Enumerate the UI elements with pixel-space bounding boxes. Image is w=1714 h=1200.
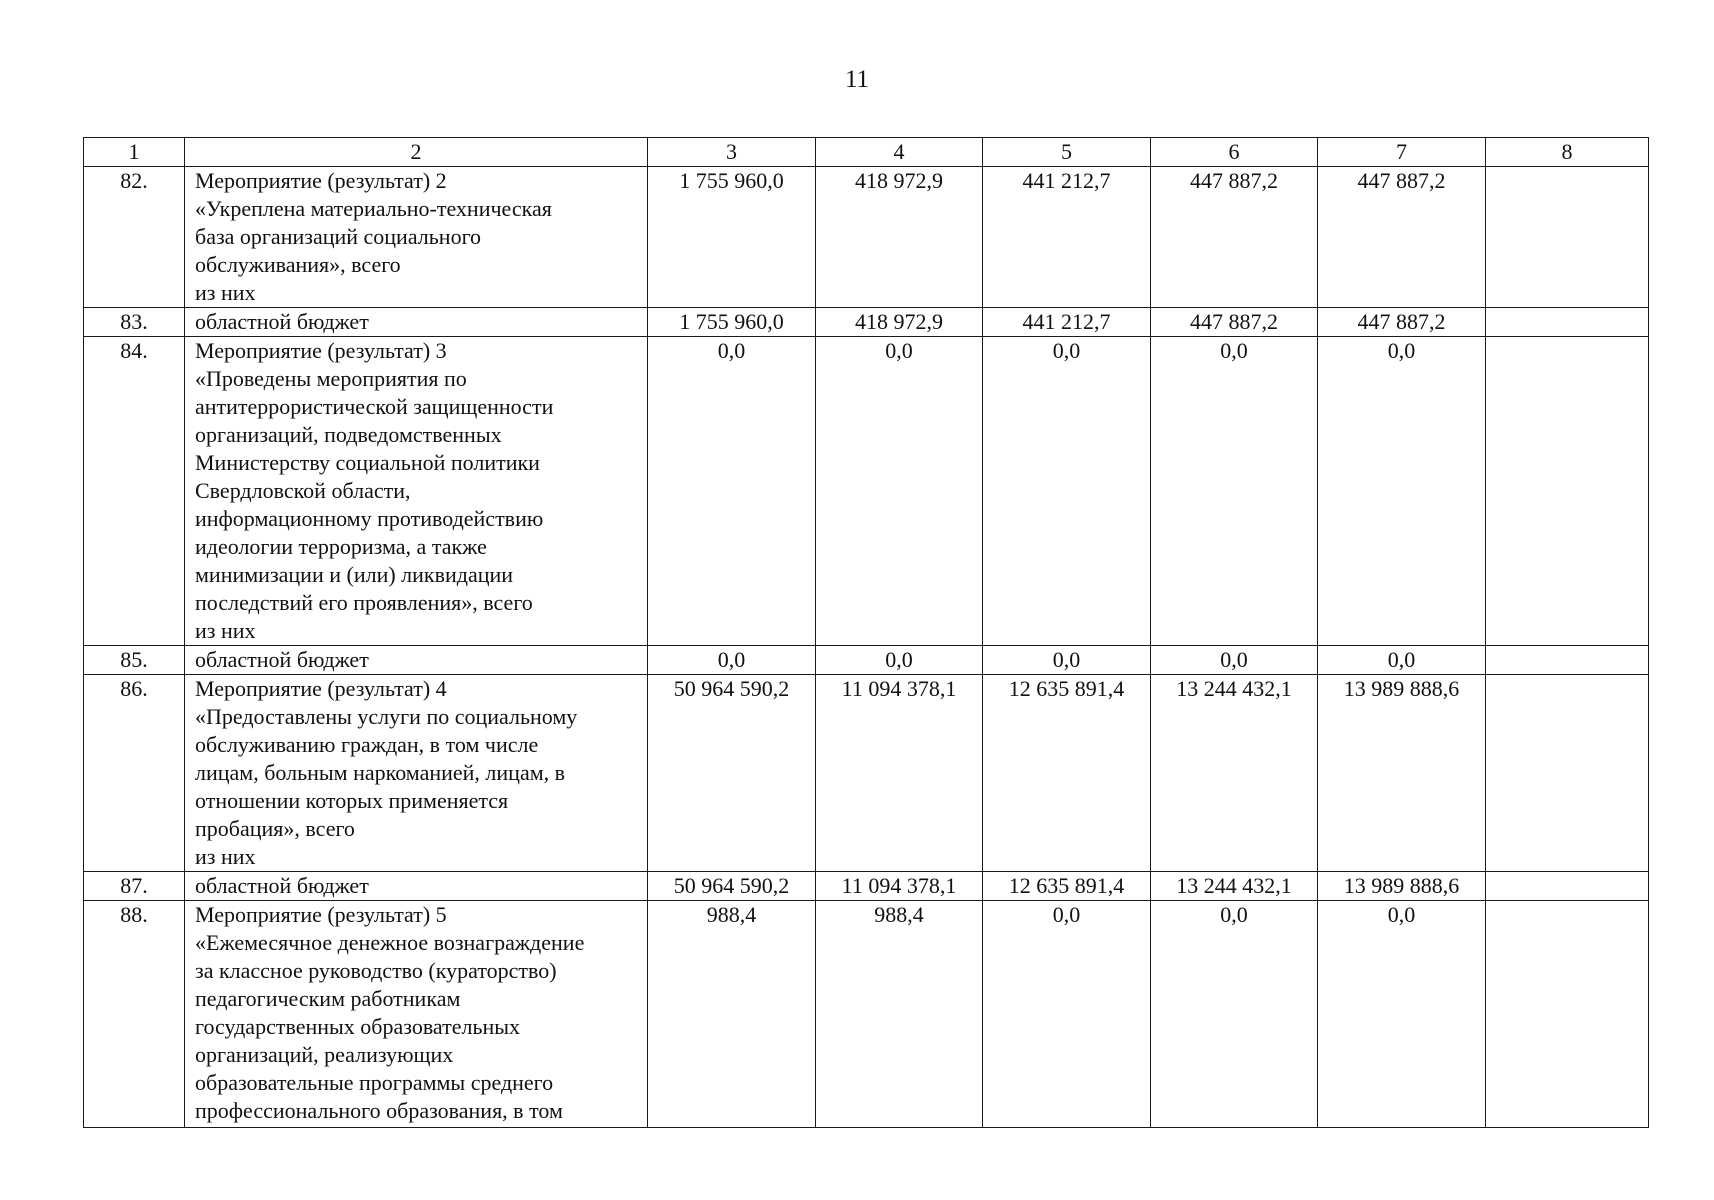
- value-cell: [1486, 872, 1649, 901]
- row-description: Мероприятие (результат) 3 «Проведены мероприятия по антитеррористической защищенности организаций, подведомственных Министерству социальной политики Свердловской области, информационному противодействию идеологии терроризма, а также минимизации и (или) ликвидации последствий его проявления», всего из них: [185, 337, 648, 646]
- value-cell: 0,0: [1151, 901, 1318, 1128]
- value-cell: 13 244 432,1: [1151, 675, 1318, 872]
- column-header: 1: [84, 138, 185, 167]
- value-cell: 13 989 888,6: [1318, 675, 1486, 872]
- column-header: 6: [1151, 138, 1318, 167]
- value-cell: 447 887,2: [1318, 167, 1486, 308]
- row-description: областной бюджет: [185, 308, 648, 337]
- value-cell: 0,0: [1318, 646, 1486, 675]
- value-cell: [1486, 675, 1649, 872]
- value-cell: 0,0: [648, 337, 816, 646]
- value-cell: 50 964 590,2: [648, 872, 816, 901]
- value-cell: 13 244 432,1: [1151, 872, 1318, 901]
- value-cell: 988,4: [816, 901, 983, 1128]
- row-number: 85.: [84, 646, 185, 675]
- value-cell: [1486, 167, 1649, 308]
- value-cell: 0,0: [816, 646, 983, 675]
- value-cell: 11 094 378,1: [816, 872, 983, 901]
- table-row: [84, 337, 1649, 646]
- value-cell: 0,0: [983, 337, 1151, 646]
- row-number: 84.: [84, 337, 185, 646]
- row-description: областной бюджет: [185, 872, 648, 901]
- value-cell: 1 755 960,0: [648, 308, 816, 337]
- value-cell: 50 964 590,2: [648, 675, 816, 872]
- row-description: Мероприятие (результат) 2 «Укреплена материально-техническая база организаций социального обслуживания», всего из них: [185, 167, 648, 308]
- value-cell: [1486, 308, 1649, 337]
- value-cell: 13 989 888,6: [1318, 872, 1486, 901]
- value-cell: 0,0: [1151, 646, 1318, 675]
- value-cell: 418 972,9: [816, 167, 983, 308]
- column-header: 8: [1486, 138, 1649, 167]
- row-number: 83.: [84, 308, 185, 337]
- value-cell: 447 887,2: [1151, 308, 1318, 337]
- row-description: Мероприятие (результат) 5 «Ежемесячное денежное вознаграждение за классное руководство (кураторство) педагогическим работникам государственных образовательных организаций, реализующих образовательные программы среднего профессионального образования, в том: [185, 901, 648, 1128]
- value-cell: 0,0: [648, 646, 816, 675]
- column-header: 7: [1318, 138, 1486, 167]
- row-number: 82.: [84, 167, 185, 308]
- table-row: [84, 901, 1649, 1128]
- value-cell: 12 635 891,4: [983, 872, 1151, 901]
- table-row: [84, 872, 1649, 901]
- value-cell: 441 212,7: [983, 167, 1151, 308]
- value-cell: 1 755 960,0: [648, 167, 816, 308]
- row-description: областной бюджет: [185, 646, 648, 675]
- table-row: [84, 308, 1649, 337]
- row-number: 87.: [84, 872, 185, 901]
- value-cell: [1486, 646, 1649, 675]
- value-cell: 0,0: [1151, 337, 1318, 646]
- row-description: Мероприятие (результат) 4 «Предоставлены услуги по социальному обслуживанию граждан, в том числе лицам, больным наркоманией, лицам, в отношении которых применяется пробация», всего из них: [185, 675, 648, 872]
- column-header: 2: [185, 138, 648, 167]
- column-header: 3: [648, 138, 816, 167]
- table-header-row: [84, 138, 1649, 167]
- value-cell: 441 212,7: [983, 308, 1151, 337]
- value-cell: 447 887,2: [1318, 308, 1486, 337]
- value-cell: 447 887,2: [1151, 167, 1318, 308]
- value-cell: 12 635 891,4: [983, 675, 1151, 872]
- value-cell: 0,0: [1318, 901, 1486, 1128]
- value-cell: 0,0: [983, 901, 1151, 1128]
- row-number: 88.: [84, 901, 185, 1128]
- value-cell: 988,4: [648, 901, 816, 1128]
- table-row: [84, 167, 1649, 308]
- row-number: 86.: [84, 675, 185, 872]
- value-cell: 11 094 378,1: [816, 675, 983, 872]
- value-cell: [1486, 337, 1649, 646]
- value-cell: 0,0: [1318, 337, 1486, 646]
- table-row: [84, 646, 1649, 675]
- page-number: 11: [844, 66, 870, 93]
- value-cell: 418 972,9: [816, 308, 983, 337]
- value-cell: 0,0: [816, 337, 983, 646]
- value-cell: 0,0: [983, 646, 1151, 675]
- table-row: [84, 675, 1649, 872]
- budget-table: [83, 137, 1649, 1128]
- value-cell: [1486, 901, 1649, 1128]
- column-header: 5: [983, 138, 1151, 167]
- column-header: 4: [816, 138, 983, 167]
